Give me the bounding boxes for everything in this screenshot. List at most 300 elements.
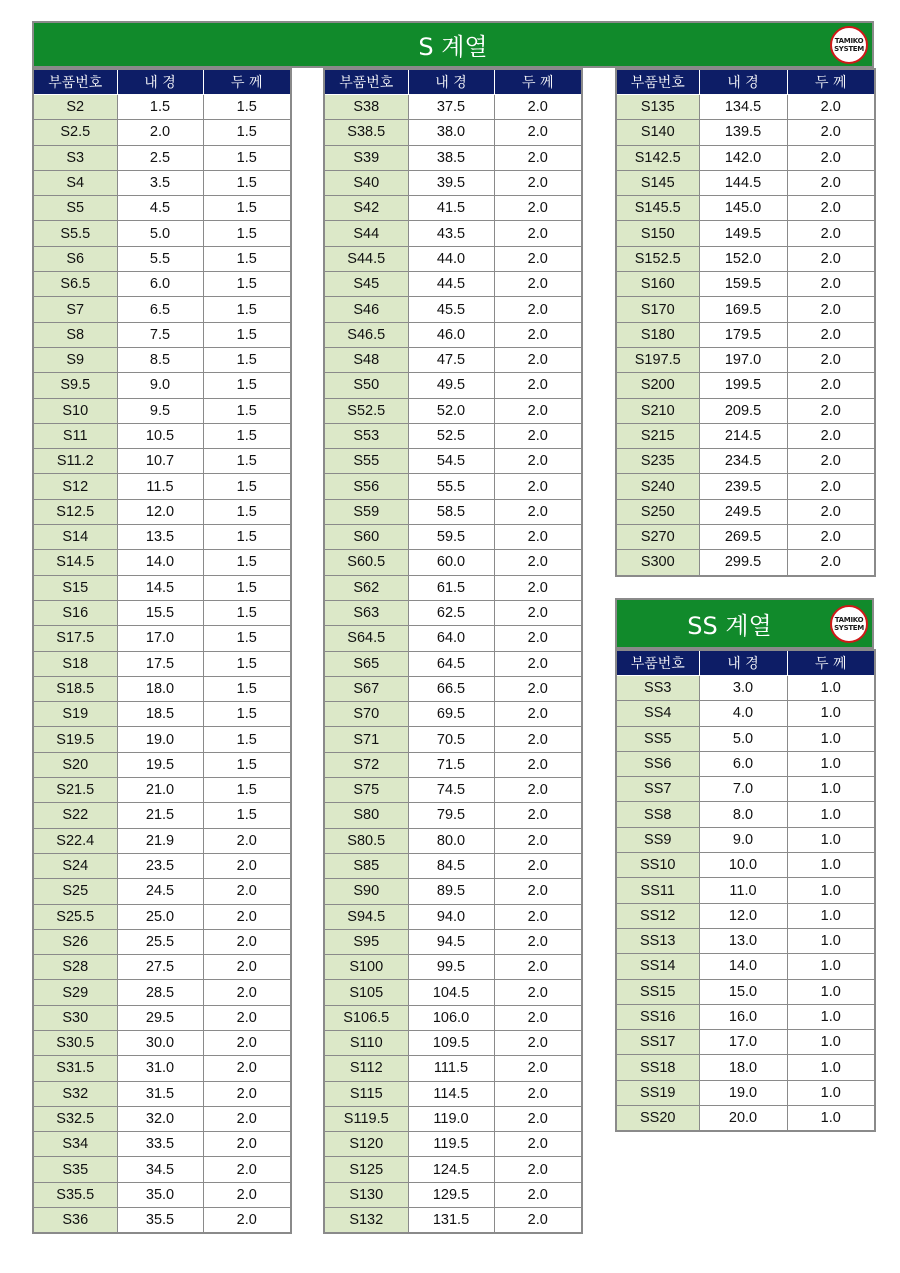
inner-diameter-cell: 12.0	[699, 903, 787, 928]
thickness-cell: 1.5	[203, 449, 291, 474]
table-row	[324, 95, 582, 120]
part-number-cell: S115	[324, 1081, 408, 1106]
inner-diameter-cell: 299.5	[699, 550, 787, 576]
inner-diameter-cell: 33.5	[117, 1132, 203, 1157]
inner-diameter-cell: 5.5	[117, 246, 203, 271]
table-row	[324, 879, 582, 904]
part-number-cell: S38.5	[324, 120, 408, 145]
inner-diameter-cell: 69.5	[408, 702, 494, 727]
thickness-cell: 1.5	[203, 727, 291, 752]
part-number-cell: SS13	[616, 928, 699, 953]
inner-diameter-cell: 45.5	[408, 297, 494, 322]
table-row	[324, 1157, 582, 1182]
thickness-cell: 1.0	[787, 777, 875, 802]
inner-diameter-cell: 43.5	[408, 221, 494, 246]
part-number-cell: S44	[324, 221, 408, 246]
inner-diameter-cell: 18.5	[117, 702, 203, 727]
thickness-cell: 1.0	[787, 827, 875, 852]
table-row	[33, 879, 291, 904]
part-number-cell: S80.5	[324, 828, 408, 853]
table-row	[33, 1132, 291, 1157]
table-row	[616, 398, 875, 423]
table-row	[324, 170, 582, 195]
table-row	[33, 1157, 291, 1182]
ss-series-table	[615, 649, 876, 1132]
thickness-cell: 2.0	[494, 196, 582, 221]
table-row	[324, 196, 582, 221]
thickness-cell: 1.0	[787, 676, 875, 701]
table-row	[33, 373, 291, 398]
table-row	[33, 676, 291, 701]
inner-diameter-cell: 23.5	[117, 853, 203, 878]
table-row	[616, 120, 875, 145]
table-row	[33, 95, 291, 120]
inner-diameter-cell: 145.0	[699, 196, 787, 221]
part-number-cell: S8	[33, 322, 117, 347]
table-row	[33, 221, 291, 246]
part-number-cell: SS4	[616, 701, 699, 726]
inner-diameter-cell: 7.0	[699, 777, 787, 802]
thickness-cell: 1.5	[203, 322, 291, 347]
table-row	[33, 600, 291, 625]
table-row	[33, 904, 291, 929]
part-number-cell: S59	[324, 499, 408, 524]
thickness-cell: 2.0	[787, 449, 875, 474]
part-number-cell: S22	[33, 803, 117, 828]
inner-diameter-cell: 62.5	[408, 600, 494, 625]
inner-diameter-cell: 17.5	[117, 651, 203, 676]
inner-diameter-cell: 7.5	[117, 322, 203, 347]
thickness-cell: 2.0	[787, 499, 875, 524]
thickness-cell: 2.0	[787, 170, 875, 195]
part-number-cell: S56	[324, 474, 408, 499]
part-number-cell: SS8	[616, 802, 699, 827]
thickness-cell: 1.5	[203, 170, 291, 195]
inner-diameter-cell: 25.5	[117, 929, 203, 954]
table-row	[324, 1056, 582, 1081]
part-number-cell: S132	[324, 1208, 408, 1234]
inner-diameter-cell: 18.0	[117, 676, 203, 701]
table-row	[324, 929, 582, 954]
thickness-cell: 2.0	[203, 1056, 291, 1081]
inner-diameter-cell: 131.5	[408, 1208, 494, 1234]
table-row	[33, 778, 291, 803]
thickness-cell: 1.5	[203, 803, 291, 828]
part-number-cell: S67	[324, 676, 408, 701]
thickness-cell: 2.0	[494, 955, 582, 980]
table-row	[616, 525, 875, 550]
inner-diameter-cell: 119.5	[408, 1132, 494, 1157]
table-row	[33, 525, 291, 550]
part-number-cell: S50	[324, 373, 408, 398]
table-row	[324, 525, 582, 550]
inner-diameter-cell: 129.5	[408, 1182, 494, 1207]
table-row	[33, 347, 291, 372]
part-number-cell: S11.2	[33, 449, 117, 474]
inner-diameter-cell: 89.5	[408, 879, 494, 904]
thickness-cell: 1.5	[203, 600, 291, 625]
part-number-cell: S119.5	[324, 1106, 408, 1131]
header-inner-diameter: 내 경	[699, 69, 787, 95]
part-number-cell: S95	[324, 929, 408, 954]
table-row	[616, 170, 875, 195]
inner-diameter-cell: 61.5	[408, 575, 494, 600]
thickness-cell: 2.0	[494, 727, 582, 752]
thickness-cell: 2.0	[494, 575, 582, 600]
thickness-cell: 1.0	[787, 1055, 875, 1080]
part-number-cell: S130	[324, 1182, 408, 1207]
part-number-cell: S9.5	[33, 373, 117, 398]
table-row	[324, 1132, 582, 1157]
table-row	[324, 272, 582, 297]
inner-diameter-cell: 4.5	[117, 196, 203, 221]
inner-diameter-cell: 13.0	[699, 928, 787, 953]
inner-diameter-cell: 12.0	[117, 499, 203, 524]
inner-diameter-cell: 10.0	[699, 853, 787, 878]
thickness-cell: 2.0	[494, 449, 582, 474]
part-number-cell: S142.5	[616, 145, 699, 170]
header-thickness: 두 께	[787, 69, 875, 95]
part-number-cell: S152.5	[616, 246, 699, 271]
table-row	[33, 727, 291, 752]
table-row	[616, 474, 875, 499]
part-number-cell: SS16	[616, 1004, 699, 1029]
thickness-cell: 1.0	[787, 954, 875, 979]
thickness-cell: 1.0	[787, 1080, 875, 1105]
thickness-cell: 1.5	[203, 499, 291, 524]
part-number-cell: S200	[616, 373, 699, 398]
part-number-cell: S170	[616, 297, 699, 322]
inner-diameter-cell: 44.0	[408, 246, 494, 271]
thickness-cell: 2.0	[203, 1081, 291, 1106]
table-row	[324, 1005, 582, 1030]
thickness-cell: 2.0	[494, 423, 582, 448]
part-number-cell: S105	[324, 980, 408, 1005]
table-row	[616, 221, 875, 246]
table-row	[324, 449, 582, 474]
table-row	[616, 903, 875, 928]
inner-diameter-cell: 2.0	[117, 120, 203, 145]
thickness-cell: 1.5	[203, 778, 291, 803]
thickness-cell: 2.0	[494, 347, 582, 372]
table-row	[324, 322, 582, 347]
part-number-cell: S17.5	[33, 626, 117, 651]
table-row	[616, 196, 875, 221]
table-row	[324, 702, 582, 727]
thickness-cell: 2.0	[494, 1081, 582, 1106]
part-number-cell: S32.5	[33, 1106, 117, 1131]
thickness-cell: 1.5	[203, 347, 291, 372]
part-number-cell: S36	[33, 1208, 117, 1234]
inner-diameter-cell: 3.0	[699, 676, 787, 701]
thickness-cell: 2.0	[494, 803, 582, 828]
part-number-cell: S42	[324, 196, 408, 221]
table-row	[324, 727, 582, 752]
inner-diameter-cell: 14.5	[117, 575, 203, 600]
thickness-cell: 2.0	[494, 853, 582, 878]
table-row	[324, 120, 582, 145]
table-row	[33, 626, 291, 651]
table-row	[616, 701, 875, 726]
inner-diameter-cell: 25.0	[117, 904, 203, 929]
inner-diameter-cell: 5.0	[117, 221, 203, 246]
thickness-cell: 2.0	[494, 499, 582, 524]
inner-diameter-cell: 19.0	[117, 727, 203, 752]
table-row	[33, 1005, 291, 1030]
part-number-cell: S210	[616, 398, 699, 423]
thickness-cell: 1.0	[787, 802, 875, 827]
table-row	[33, 853, 291, 878]
table-row	[33, 1182, 291, 1207]
table-row	[324, 474, 582, 499]
part-number-cell: S44.5	[324, 246, 408, 271]
inner-diameter-cell: 27.5	[117, 955, 203, 980]
inner-diameter-cell: 79.5	[408, 803, 494, 828]
table-row	[616, 954, 875, 979]
thickness-cell: 2.0	[787, 550, 875, 576]
part-number-cell: S63	[324, 600, 408, 625]
table-row	[616, 979, 875, 1004]
inner-diameter-cell: 94.0	[408, 904, 494, 929]
table-row	[616, 928, 875, 953]
table-row	[324, 803, 582, 828]
table-row	[33, 322, 291, 347]
part-number-cell: SS7	[616, 777, 699, 802]
thickness-cell: 2.0	[203, 1106, 291, 1131]
inner-diameter-cell: 37.5	[408, 95, 494, 120]
thickness-cell: 1.5	[203, 297, 291, 322]
thickness-cell: 2.0	[494, 879, 582, 904]
part-number-cell: S106.5	[324, 1005, 408, 1030]
inner-diameter-cell: 6.0	[699, 751, 787, 776]
inner-diameter-cell: 179.5	[699, 322, 787, 347]
table-row	[324, 347, 582, 372]
thickness-cell: 2.0	[203, 955, 291, 980]
part-number-cell: S150	[616, 221, 699, 246]
inner-diameter-cell: 134.5	[699, 95, 787, 120]
thickness-cell: 2.0	[494, 1132, 582, 1157]
inner-diameter-cell: 139.5	[699, 120, 787, 145]
table-row	[33, 1106, 291, 1131]
thickness-cell: 1.5	[203, 95, 291, 120]
thickness-cell: 2.0	[494, 676, 582, 701]
table-row	[33, 702, 291, 727]
part-number-cell: S197.5	[616, 347, 699, 372]
part-number-cell: S28	[33, 955, 117, 980]
thickness-cell: 2.0	[494, 322, 582, 347]
inner-diameter-cell: 5.0	[699, 726, 787, 751]
thickness-cell: 2.0	[494, 904, 582, 929]
thickness-cell: 2.0	[494, 828, 582, 853]
inner-diameter-cell: 84.5	[408, 853, 494, 878]
inner-diameter-cell: 19.5	[117, 752, 203, 777]
thickness-cell: 1.0	[787, 701, 875, 726]
table-row	[324, 980, 582, 1005]
inner-diameter-cell: 4.0	[699, 701, 787, 726]
inner-diameter-cell: 197.0	[699, 347, 787, 372]
thickness-cell: 1.5	[203, 145, 291, 170]
part-number-cell: S112	[324, 1056, 408, 1081]
table-row	[33, 651, 291, 676]
inner-diameter-cell: 60.0	[408, 550, 494, 575]
thickness-cell: 2.0	[203, 1157, 291, 1182]
thickness-cell: 2.0	[494, 1157, 582, 1182]
inner-diameter-cell: 19.0	[699, 1080, 787, 1105]
inner-diameter-cell: 9.0	[699, 827, 787, 852]
thickness-cell: 2.0	[203, 1208, 291, 1234]
inner-diameter-cell: 59.5	[408, 525, 494, 550]
table-row	[324, 297, 582, 322]
inner-diameter-cell: 239.5	[699, 474, 787, 499]
table-row	[33, 449, 291, 474]
part-number-cell: S180	[616, 322, 699, 347]
part-number-cell: S70	[324, 702, 408, 727]
table-row	[33, 980, 291, 1005]
part-number-cell: S6.5	[33, 272, 117, 297]
inner-diameter-cell: 46.0	[408, 322, 494, 347]
part-number-cell: S12.5	[33, 499, 117, 524]
inner-diameter-cell: 6.5	[117, 297, 203, 322]
thickness-cell: 2.0	[787, 272, 875, 297]
table-row	[33, 196, 291, 221]
part-number-cell: S25.5	[33, 904, 117, 929]
thickness-cell: 2.0	[494, 246, 582, 271]
table-row	[324, 626, 582, 651]
inner-diameter-cell: 14.0	[699, 954, 787, 979]
table-row	[324, 752, 582, 777]
inner-diameter-cell: 10.5	[117, 423, 203, 448]
part-number-cell: S65	[324, 651, 408, 676]
inner-diameter-cell: 35.0	[117, 1182, 203, 1207]
part-number-cell: S94.5	[324, 904, 408, 929]
thickness-cell: 2.0	[203, 929, 291, 954]
header-inner-diameter: 내 경	[117, 69, 203, 95]
inner-diameter-cell: 159.5	[699, 272, 787, 297]
part-number-cell: S110	[324, 1030, 408, 1055]
inner-diameter-cell: 99.5	[408, 955, 494, 980]
part-number-cell: SS18	[616, 1055, 699, 1080]
thickness-cell: 2.0	[787, 246, 875, 271]
table-row	[324, 1182, 582, 1207]
part-number-cell: SS20	[616, 1106, 699, 1132]
table-row	[33, 499, 291, 524]
inner-diameter-cell: 17.0	[117, 626, 203, 651]
table-row	[33, 423, 291, 448]
table-row	[324, 423, 582, 448]
thickness-cell: 2.0	[494, 170, 582, 195]
part-number-cell: S71	[324, 727, 408, 752]
table-row	[616, 853, 875, 878]
inner-diameter-cell: 41.5	[408, 196, 494, 221]
part-number-cell: S235	[616, 449, 699, 474]
part-number-cell: S19.5	[33, 727, 117, 752]
inner-diameter-cell: 11.0	[699, 878, 787, 903]
part-number-cell: S300	[616, 550, 699, 576]
table-row	[324, 828, 582, 853]
thickness-cell: 1.5	[203, 676, 291, 701]
part-number-cell: SS10	[616, 853, 699, 878]
table-row	[324, 778, 582, 803]
thickness-cell: 2.0	[787, 322, 875, 347]
thickness-cell: 2.0	[494, 651, 582, 676]
thickness-cell: 2.0	[787, 474, 875, 499]
part-number-cell: S53	[324, 423, 408, 448]
thickness-cell: 1.5	[203, 196, 291, 221]
thickness-cell: 1.0	[787, 853, 875, 878]
thickness-cell: 1.0	[787, 928, 875, 953]
thickness-cell: 1.0	[787, 878, 875, 903]
inner-diameter-cell: 32.0	[117, 1106, 203, 1131]
inner-diameter-cell: 14.0	[117, 550, 203, 575]
inner-diameter-cell: 15.0	[699, 979, 787, 1004]
table-row	[324, 676, 582, 701]
table-row	[324, 1030, 582, 1055]
header-thickness: 두 께	[787, 650, 875, 676]
table-row	[616, 777, 875, 802]
part-number-cell: S30.5	[33, 1030, 117, 1055]
part-number-cell: S160	[616, 272, 699, 297]
thickness-cell: 2.0	[787, 145, 875, 170]
thickness-cell: 2.0	[494, 702, 582, 727]
thickness-cell: 1.0	[787, 751, 875, 776]
header-part-number: 부품번호	[616, 69, 699, 95]
table-row	[33, 929, 291, 954]
part-number-cell: S125	[324, 1157, 408, 1182]
thickness-cell: 2.0	[494, 373, 582, 398]
header-part-number: 부품번호	[616, 650, 699, 676]
thickness-cell: 2.0	[787, 347, 875, 372]
table-row	[324, 246, 582, 271]
thickness-cell: 2.0	[787, 221, 875, 246]
table-row	[33, 145, 291, 170]
inner-diameter-cell: 44.5	[408, 272, 494, 297]
part-number-cell: S18	[33, 651, 117, 676]
part-number-cell: S45	[324, 272, 408, 297]
part-number-cell: S9	[33, 347, 117, 372]
part-number-cell: SS9	[616, 827, 699, 852]
inner-diameter-cell: 21.9	[117, 828, 203, 853]
inner-diameter-cell: 38.5	[408, 145, 494, 170]
part-number-cell: S5	[33, 196, 117, 221]
table-row	[324, 853, 582, 878]
part-number-cell: S240	[616, 474, 699, 499]
inner-diameter-cell: 269.5	[699, 525, 787, 550]
inner-diameter-cell: 31.5	[117, 1081, 203, 1106]
thickness-cell: 1.0	[787, 1106, 875, 1132]
table-row	[33, 828, 291, 853]
inner-diameter-cell: 199.5	[699, 373, 787, 398]
part-number-cell: S48	[324, 347, 408, 372]
inner-diameter-cell: 74.5	[408, 778, 494, 803]
thickness-cell: 2.0	[787, 398, 875, 423]
thickness-cell: 2.0	[203, 904, 291, 929]
inner-diameter-cell: 111.5	[408, 1056, 494, 1081]
thickness-cell: 2.0	[494, 1208, 582, 1234]
inner-diameter-cell: 54.5	[408, 449, 494, 474]
thickness-cell: 2.0	[494, 1182, 582, 1207]
part-number-cell: S270	[616, 525, 699, 550]
part-number-cell: S22.4	[33, 828, 117, 853]
inner-diameter-cell: 114.5	[408, 1081, 494, 1106]
inner-diameter-cell: 169.5	[699, 297, 787, 322]
inner-diameter-cell: 13.5	[117, 525, 203, 550]
table-row	[616, 1080, 875, 1105]
part-number-cell: S29	[33, 980, 117, 1005]
thickness-cell: 2.0	[787, 525, 875, 550]
inner-diameter-cell: 35.5	[117, 1208, 203, 1234]
part-number-cell: S19	[33, 702, 117, 727]
table-row	[616, 726, 875, 751]
